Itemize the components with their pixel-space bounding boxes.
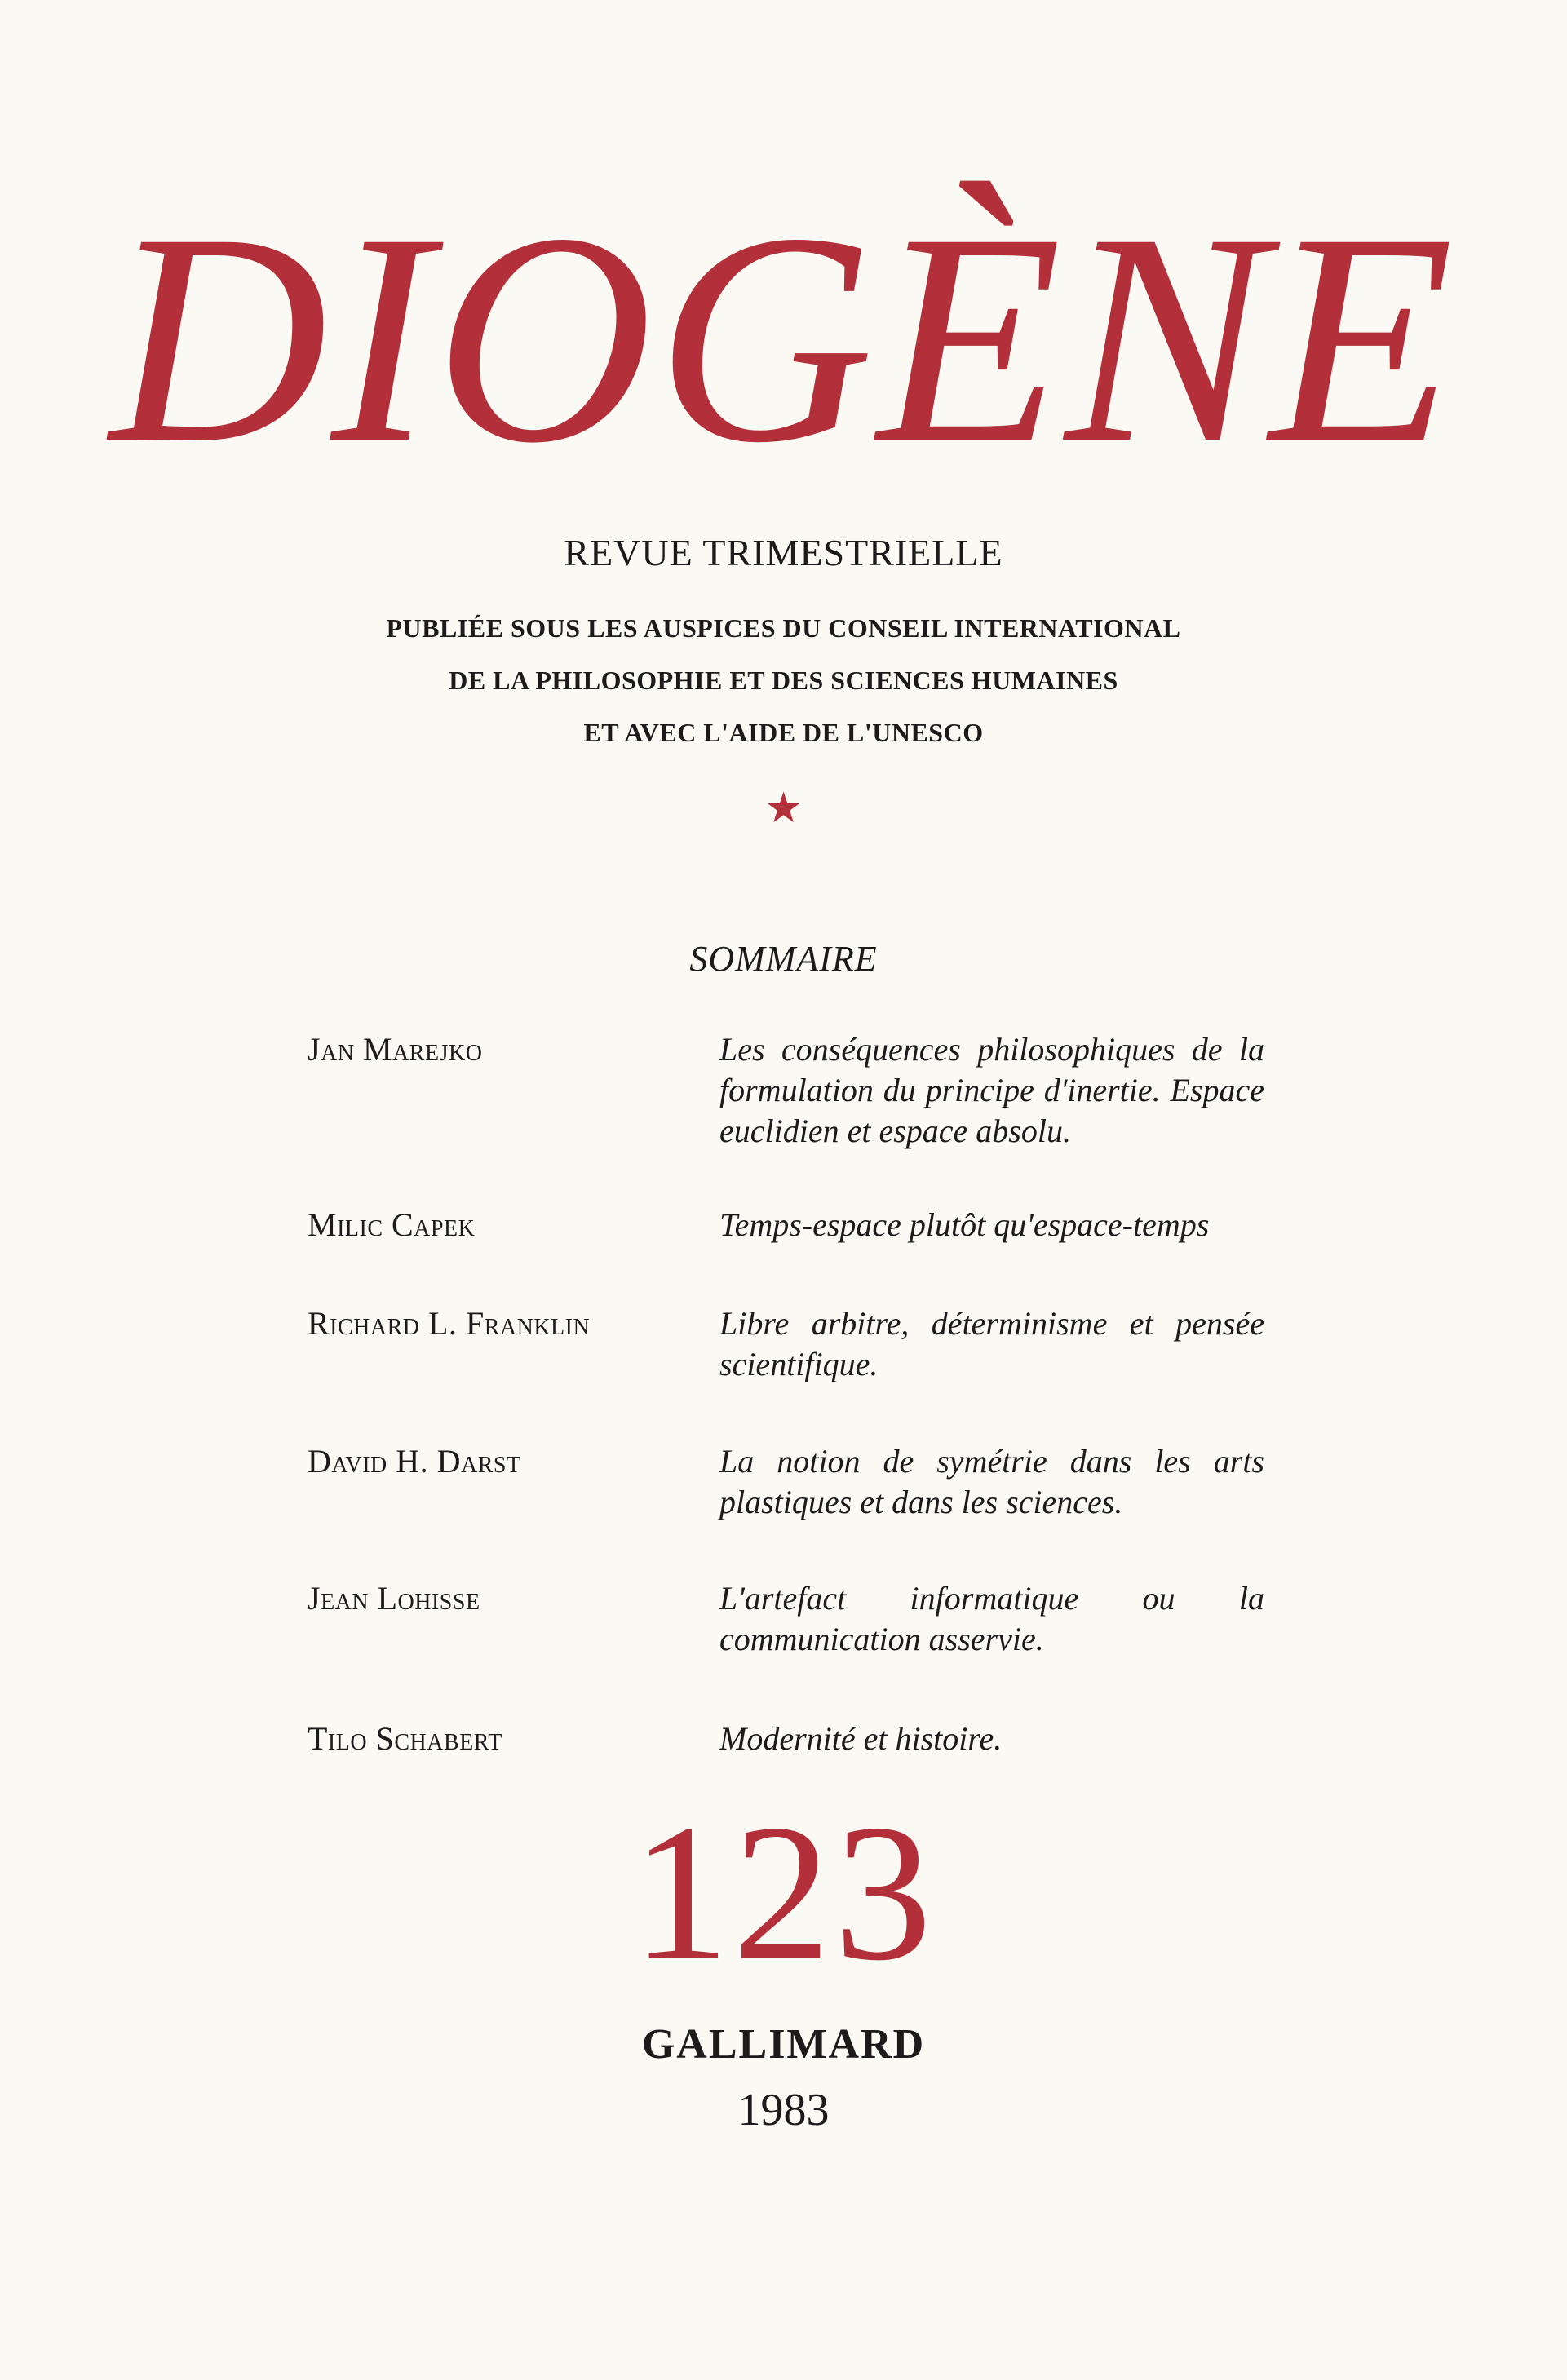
- toc-title: Modernité et histoire.: [719, 1720, 1003, 1757]
- publication-statement: [0, 602, 1567, 759]
- toc-title: La notion de symétrie dans les arts plastiques et dans les sciences.: [719, 1443, 1264, 1520]
- toc-title: L'artefact informatique ou la communication asservie.: [719, 1580, 1264, 1657]
- toc-title: Libre arbitre, déterminisme et pensée scientifique.: [719, 1305, 1264, 1382]
- publisher-name: GALLIMARD: [641, 2021, 926, 2068]
- toc-author: Tilo Schabert: [308, 1720, 502, 1757]
- masthead-title: DIOGÈNE: [109, 171, 1458, 506]
- toc-title: Temps-espace plutôt qu'espace-temps: [719, 1206, 1210, 1243]
- toc-author: Jan Marejko: [308, 1031, 483, 1068]
- toc-author: Milic Capek: [308, 1206, 476, 1243]
- publication-line-2: DE LA PHILOSOPHIE ET DES SCIENCES HUMAINES: [449, 666, 1118, 695]
- publication-year: 1983: [737, 2085, 830, 2135]
- toc-title: Les conséquences philosophiques de la formulation du principe d'inertie. Espace euclidien et espace absolu.: [719, 1031, 1264, 1149]
- publication-line-1: PUBLIÉE SOUS LES AUSPICES DU CONSEIL INTERNATIONAL: [386, 613, 1181, 643]
- issue-number: 123: [631, 1784, 936, 2001]
- journal-subtitle: REVUE TRIMESTRIELLE: [564, 532, 1003, 573]
- toc-author: Jean Lohisse: [308, 1580, 480, 1617]
- toc-author: David H. Darst: [308, 1443, 521, 1480]
- toc-author: Richard L. Franklin: [308, 1305, 591, 1342]
- star-ornament-icon: ★: [764, 785, 803, 832]
- contents-heading: SOMMAIRE: [689, 939, 878, 979]
- publication-line-3: ET AVEC L'AIDE DE L'UNESCO: [583, 718, 984, 747]
